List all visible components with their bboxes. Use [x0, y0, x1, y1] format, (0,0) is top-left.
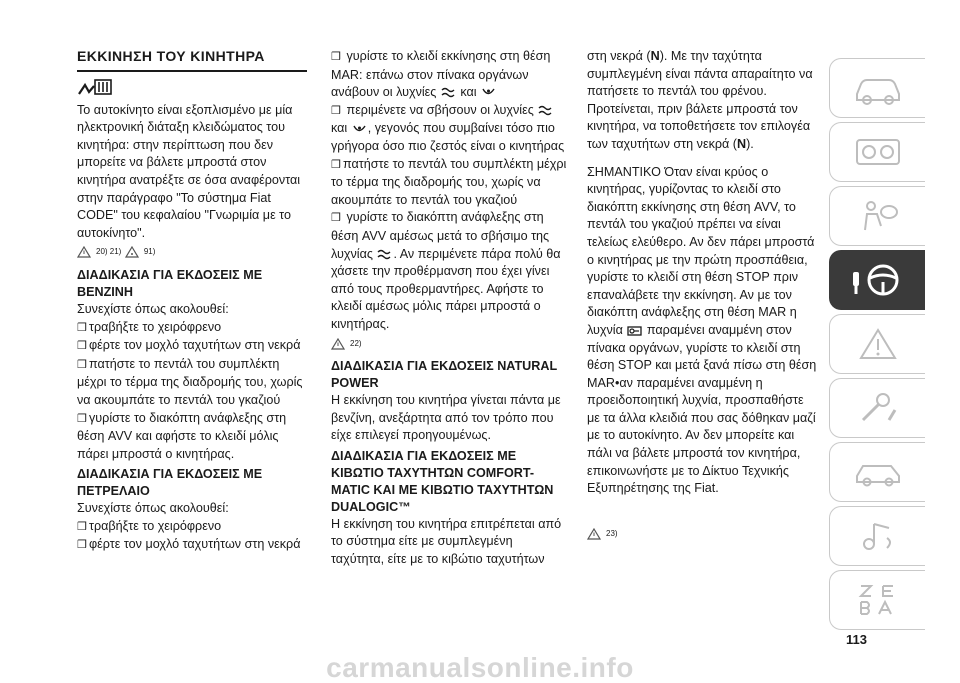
- step-text: και: [331, 121, 348, 136]
- fiat-code-icon: [626, 324, 643, 337]
- water-in-fuel-icon: [351, 123, 368, 136]
- column-1: [77, 48, 307, 555]
- tab-car-info[interactable]: [829, 58, 925, 118]
- warning-reference: [77, 246, 121, 258]
- chapter-tabs: [829, 58, 925, 634]
- neutral-symbol: N: [737, 136, 747, 151]
- warning-number: 23): [606, 528, 618, 538]
- list-item: ❒ γυρίστε το διακόπτη ανάφλεξης στη θέση AVV και αφήστε το κλειδί μόλις πάρει μπροστά ο κινητήρας.: [77, 410, 307, 464]
- heading-natural-power: ΔΙΑΔΙΚΑΣΙΑ ΓΙΑ ΕΚΔΟΣΕΙΣ NATURAL POWER: [331, 359, 557, 391]
- text: ). Με την ταχύτητα συμπλεγμένη είναι πάντα απαραίτητο να πατήσετε το πεντάλ του φρένου. Προτείνεται, πριν βάλετε μπροστά τον κινητήρα, να τοποθετήσετε τον επιλογέα των ταχυτήτων στη νεκρά (: [587, 49, 813, 151]
- step-text: , γεγονός που συμβαίνει τόσο πιο γρήγορα όσο πιο ζεστός είναι ο κινητήρας: [331, 121, 565, 153]
- caution-number: 91): [143, 247, 156, 257]
- list-item: [331, 48, 569, 102]
- column-2: [331, 48, 569, 569]
- list-item: ❒ φέρτε τον μοχλό ταχυτήτων στη νεκρά: [77, 536, 307, 555]
- section-title: ΕΚΚΙΝΗΣΗ ΤΟΥ ΚΙΝΗΤΗΡΑ: [77, 48, 307, 72]
- tab-multimedia[interactable]: [829, 506, 925, 566]
- steering-wheel-key-icon: [849, 260, 907, 300]
- caution-icon: [125, 246, 139, 258]
- glow-plug-icon: [537, 104, 554, 117]
- list-item: ❒ πατήστε το πεντάλ του συμπλέκτη μέχρι το τέρμα της διαδρομής του, χωρίς να ακουμπάτε το πεντάλ του γκαζιού: [77, 356, 307, 410]
- list-item: ❒ τραβήξτε το χειρόφρενο: [77, 319, 307, 338]
- step-text: περιμένετε να σβήσουν οι λυχνίες: [346, 102, 534, 117]
- diesel-intro: Συνεχίστε όπως ακολουθεί:: [77, 501, 229, 516]
- tab-maintenance[interactable]: [829, 378, 925, 438]
- warning-triangle-icon: [77, 246, 91, 258]
- glow-plug-icon: [440, 86, 457, 99]
- page-number: 113: [846, 632, 867, 647]
- step-text: . Αν περιμένετε πάρα πολύ θα χάσετε την προθέρμανση που έχει γίνει από τους προθερμαντήρες. Αφήστε το κλειδί αμέσως μόλις πάρει μπροστά ο κινητήρας.: [331, 246, 561, 331]
- warning-number: 22): [350, 338, 362, 348]
- tab-index[interactable]: [829, 570, 925, 630]
- neutral-symbol: N: [650, 49, 660, 63]
- tab-emergency[interactable]: [829, 314, 925, 374]
- tab-dashboard[interactable]: [829, 122, 925, 182]
- petrol-intro: Συνεχίστε όπως ακολουθεί:: [77, 301, 229, 316]
- step-text: και: [460, 85, 477, 100]
- glow-plug-icon: [376, 248, 393, 261]
- watermark: carmanualsonline.info: [326, 652, 634, 683]
- heading-diesel: ΔΙΑΔΙΚΑΣΙΑ ΓΙΑ ΕΚΔΟΣΕΙΣ ΜΕ ΠΕΤΡΕΛΑΙΟ: [77, 467, 263, 499]
- alphabetical-index-icon: [849, 580, 907, 620]
- important-note: [587, 164, 817, 498]
- warning-reference: [331, 338, 362, 350]
- list-item: [331, 209, 569, 333]
- list-item: ❒ πατήστε το πεντάλ του συμπλέκτη μέχρι το τέρμα της διαδρομής του, χωρίς να ακουμπάτε το πεντάλ του γκαζιού: [331, 156, 569, 210]
- warning-numbers: 20) 21): [96, 247, 122, 257]
- technical-data-car-icon: [849, 452, 907, 492]
- water-in-fuel-icon: [480, 86, 497, 99]
- automatic-text: Η εκκίνηση του κινητήρα επιτρέπεται από το σύστημα είτε με συμπλεγμένη ταχύτητα, είτε με το κιβώτιο ταχυτήτων: [331, 516, 562, 567]
- list-item: [331, 102, 569, 156]
- list-item: ❒ τραβήξτε το χειρόφρενο: [77, 518, 307, 537]
- warning-triangle-icon: [331, 338, 345, 350]
- multimedia-icon: [849, 516, 907, 556]
- intro-paragraph: Το αυτοκίνητο είναι εξοπλισμένο με μία ηλεκτρονική διάταξη κλειδώματος του κινητήρα: στην περίπτωση που δεν μπορείτε να βάλετε μπροστά στον κινητήρα ανατρέξτε σε όσα αναφέρονται στην παράγραφο "Το σύστημα Fiat CODE" του κεφαλαίου "Γνωριμία με το αυτοκίνητο".: [77, 102, 301, 240]
- heading-automatic: ΔΙΑΔΙΚΑΣΙΑ ΓΙΑ ΕΚΔΟΣΕΙΣ ΜΕ ΚΙΒΩΤΙΟ ΤΑΧΥΤΗΤΩΝ COMFORT-MATIC ΚΑΙ ΜΕ ΚΙΒΩΤΙΟ ΤΑΧΥΤΗΤΩΝ DUALOGIC™: [331, 448, 554, 514]
- tab-safety[interactable]: [829, 186, 925, 246]
- caution-reference: [125, 246, 156, 258]
- warning-reference: [587, 528, 618, 540]
- paragraph: [587, 48, 817, 154]
- warning-triangle-icon: [587, 528, 601, 540]
- dashboard-lights-icon: [849, 132, 907, 172]
- car-info-icon: [849, 68, 907, 108]
- airbag-safety-icon: [849, 196, 907, 236]
- heading-petrol: ΔΙΑΔΙΚΑΣΙΑ ΓΙΑ ΕΚΔΟΣΕΙΣ ΜΕ ΒΕΝΖΙΝΗ: [77, 267, 263, 299]
- manual-gearbox-icon: [77, 76, 307, 102]
- text: παραμένει αναμμένη στον πίνακα οργάνων, γυρίστε το κλειδί στη θέση STOP και μετά ξανά πίσω στη θέση MAR•αν παραμένει αναμμένη η προειδοποιητική λυχνία, προσπαθήστε με τα άλλα κλειδιά που σας δόθηκαν μαζί με το αυτοκίνητο. Αν δεν μπορείτε και πάλι να βάλετε μπροστά τον κινητήρα, επικοινωνήστε με το Δίκτυο Τεχνικής Εξυπηρέτησης της Fiat.: [587, 322, 817, 496]
- tab-starting-driving[interactable]: [829, 250, 925, 310]
- text: στη νεκρά (: [587, 49, 651, 63]
- column-3: [587, 48, 817, 545]
- natural-power-text: Η εκκίνηση του κινητήρα γίνεται πάντα με βενζίνη, ανεξάρτητα από τον τρόπο που είχε επιλεγεί προηγουμένως.: [331, 393, 561, 443]
- text: ΣΗΜΑΝΤΙΚΟ Όταν είναι κρύος ο κινητήρας, γυρίζοντας το κλειδί στο διακόπτη εκκίνησης στη θέση AVV, το πεντάλ του γκαζιού πρέπει να είναι τελείως ελεύθερο. Αν δεν πάρει μπροστά ο κινητήρας με την πρώτη προσπάθεια, γυρίστε το κλειδί στη θέση STOP πριν επαναλάβετε την εκκίνηση. Αν με τον διακόπτη ανάφλεξης στη θέση MAR η λυχνία: [587, 164, 815, 337]
- service-tools-icon: [849, 388, 907, 428]
- warning-triangle-icon: [849, 324, 907, 364]
- step-text: γυρίστε το διακόπτη ανάφλεξης στη θέση AVV αμέσως μετά το σβήσιμο της λυχνίας: [331, 210, 550, 261]
- text: ).: [746, 136, 754, 151]
- list-item: ❒ φέρτε τον μοχλό ταχυτήτων στη νεκρά: [77, 337, 307, 356]
- tab-technical-data[interactable]: [829, 442, 925, 502]
- step-text: γυρίστε το κλειδί εκκίνησης στη θέση MAR: επάνω στον πίνακα οργάνων ανάβουν οι λυχνίες: [331, 49, 551, 100]
